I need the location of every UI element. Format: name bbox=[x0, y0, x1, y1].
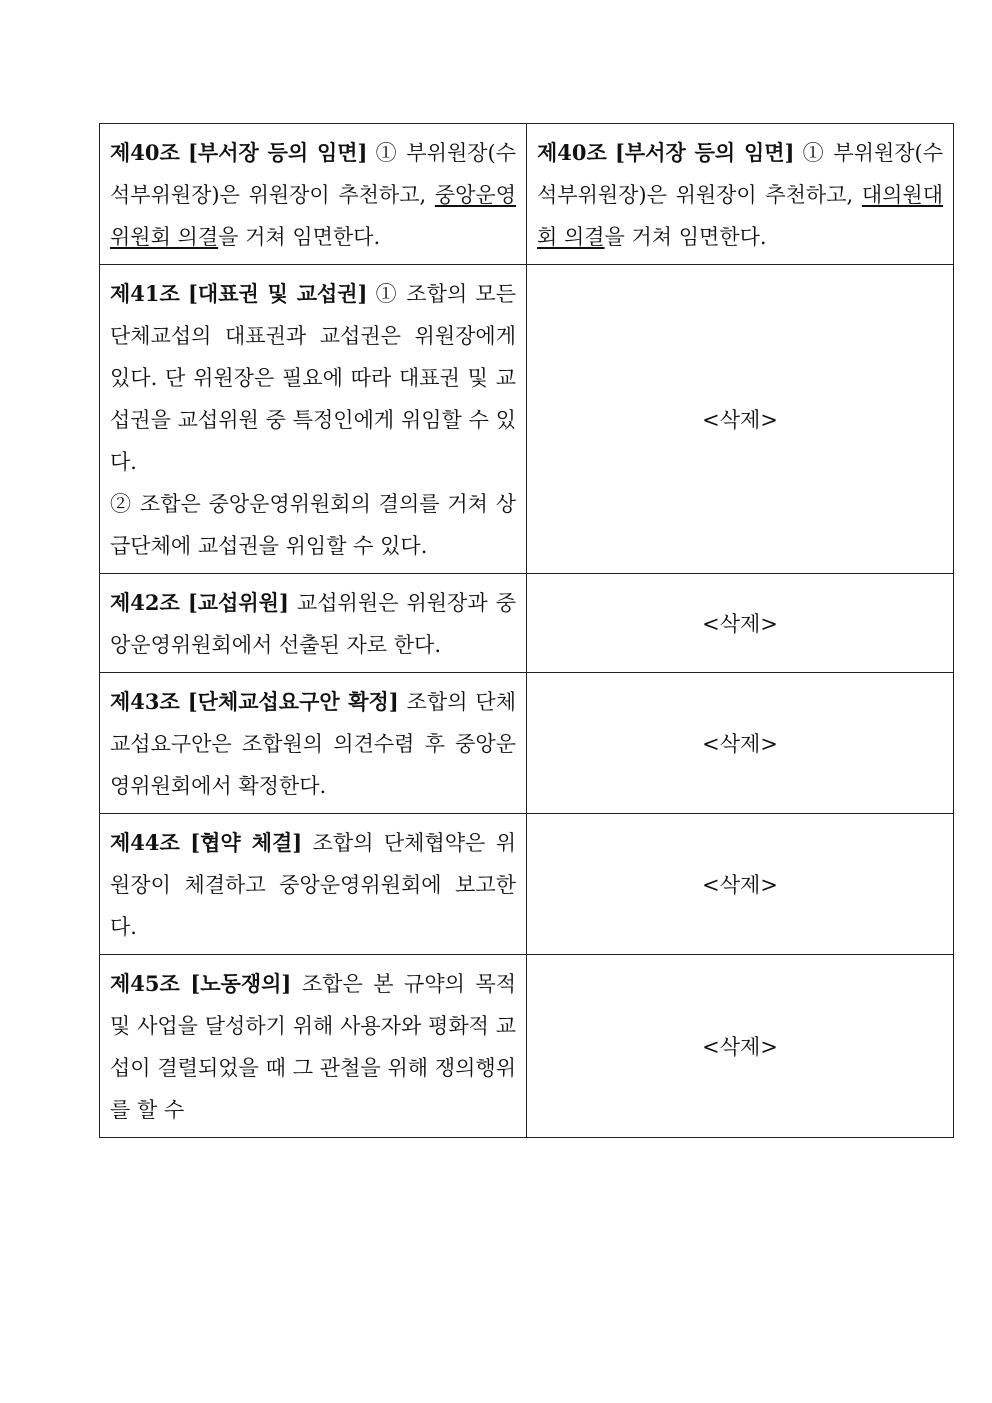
article-title: [부서장 등의 임면] bbox=[614, 140, 795, 165]
article-text: 교섭위원은 위원장과 중앙운영위원회에서 선출된 자로 한다. bbox=[110, 591, 516, 657]
current-article-42-cell bbox=[100, 574, 527, 673]
article-text: ① 부위원장(수석부위원장)은 위원장이 추천하고, bbox=[110, 141, 516, 207]
table-row-article-44 bbox=[100, 814, 954, 955]
revised-article-44-cell: <삭제> bbox=[527, 814, 954, 955]
revised-article-41-cell: <삭제> bbox=[527, 265, 954, 574]
article-text: ① 부위원장(수석부위원장)은 위원장이 추천하고, bbox=[537, 141, 943, 207]
article-number: 제41조 bbox=[110, 281, 180, 306]
revised-article-45-cell: <삭제> bbox=[527, 955, 954, 1138]
table-row-article-45 bbox=[100, 955, 954, 1138]
article-number: 제40조 bbox=[537, 140, 607, 165]
article-text: ① 조합의 모든 단체교섭의 대표권과 교섭권은 위원장에게 있다. 단 위원장은 필요에 따라 대표권 및 교섭권을 교섭위원 중 특정인에게 위임할 수 있다. bbox=[110, 282, 516, 474]
current-article-43-cell bbox=[100, 673, 527, 814]
table-row-article-43 bbox=[100, 673, 954, 814]
revised-article-40-cell bbox=[527, 124, 954, 265]
article-title: [부서장 등의 임면] bbox=[187, 140, 368, 165]
table-row-article-40 bbox=[100, 124, 954, 265]
article-number: 제42조 bbox=[110, 590, 180, 615]
revised-article-43-cell: <삭제> bbox=[527, 673, 954, 814]
underlined-change-text: 중앙운영위원회 의결 bbox=[110, 183, 516, 249]
article-text-end: 을 거쳐 임면한다. bbox=[218, 225, 381, 249]
current-article-40-cell bbox=[100, 124, 527, 265]
revised-article-42-cell: <삭제> bbox=[527, 574, 954, 673]
article-text-end: 을 거쳐 임면한다. bbox=[604, 225, 767, 249]
current-article-45-cell bbox=[100, 955, 527, 1138]
article-title: [단체교섭요구안 확정] bbox=[187, 689, 399, 714]
article-number: 제45조 bbox=[110, 971, 180, 996]
article-number: 제40조 bbox=[110, 140, 180, 165]
article-text: 조합의 단체협약은 위원장이 체결하고 중앙운영위원회에 보고한다. bbox=[110, 831, 516, 939]
table-row-article-42 bbox=[100, 574, 954, 673]
current-article-44-cell bbox=[100, 814, 527, 955]
comparison-table bbox=[99, 123, 954, 1138]
article-number: 제44조 bbox=[110, 830, 180, 855]
article-title: [협약 체결] bbox=[190, 830, 303, 855]
article-title: [대표권 및 교섭권] bbox=[187, 281, 368, 306]
article-number: 제43조 bbox=[110, 689, 180, 714]
table-row-article-41 bbox=[100, 265, 954, 574]
current-article-41-cell bbox=[100, 265, 527, 574]
underlined-change-text: 대의원대회 의결 bbox=[537, 183, 943, 249]
article-paragraph-2: ② 조합은 중앙운영위원회의 결의를 거쳐 상급단체에 교섭권을 위임할 수 있다. bbox=[110, 492, 516, 558]
article-title: [교섭위원] bbox=[187, 590, 289, 615]
article-text: 조합은 본 규약의 목적 및 사업을 달성하기 위해 사용자와 평화적 교섭이 결렬되었을 때 그 관철을 위해 쟁의행위를 할 수 bbox=[110, 972, 516, 1122]
article-title: [노동쟁의] bbox=[190, 971, 292, 996]
article-text: 조합의 단체교섭요구안은 조합원의 의견수렴 후 중앙운영위원회에서 확정한다. bbox=[110, 690, 516, 798]
